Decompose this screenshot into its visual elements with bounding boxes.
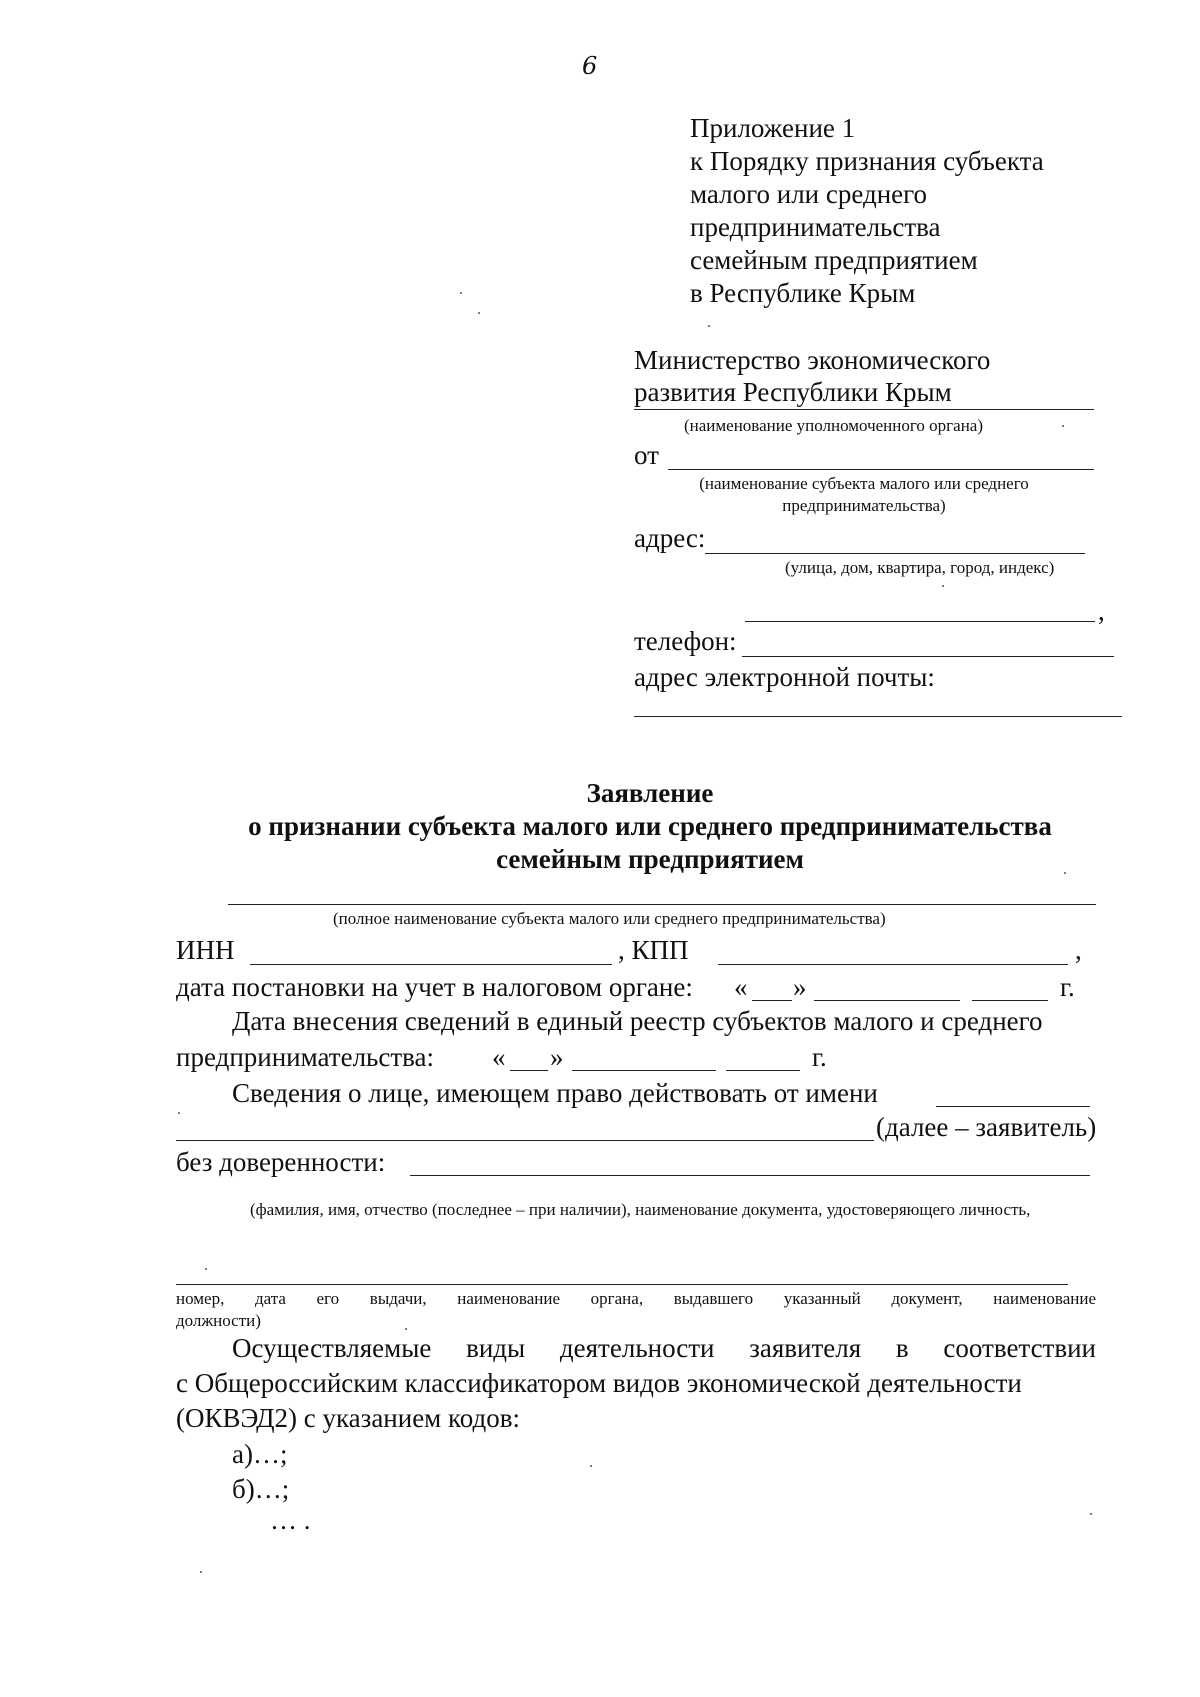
- document-caption-line1: номер, дата его выдачи, наименование органа, выдавшего указанный документ, наименование: [176, 1289, 1096, 1308]
- address-field-2[interactable]: [745, 621, 1095, 622]
- document-caption-line2: должности): [176, 1311, 261, 1330]
- appendix-line: малого или среднего: [690, 179, 928, 209]
- appendix-line: Приложение 1: [690, 113, 856, 143]
- document-title: Заявление: [586, 778, 714, 808]
- activities-line1: Осуществляемые виды деятельности заявителя в соответствии: [232, 1333, 1096, 1363]
- scan-speck: [178, 1112, 180, 1114]
- registry-line1: Дата внесения сведений в единый реестр субъектов малого и среднего: [232, 1006, 1043, 1036]
- registry-quote-close: »: [550, 1042, 564, 1072]
- address-label: адрес:: [634, 523, 706, 553]
- activity-item-b: б)…;: [232, 1474, 290, 1504]
- organ-name-line1: Министерство экономического: [634, 345, 991, 375]
- fullname-caption: (полное наименование субъекта малого или среднего предпринимательства): [333, 909, 886, 928]
- no-proxy-label: без доверенности:: [176, 1147, 386, 1177]
- organ-underline: [634, 409, 1094, 410]
- registry-year-suffix: г.: [812, 1042, 827, 1072]
- appendix-block: [690, 112, 1044, 310]
- scan-speck: [405, 1328, 407, 1330]
- phone-field[interactable]: [742, 656, 1114, 657]
- scan-speck: [1062, 425, 1064, 427]
- appendix-line: к Порядку признания субъекта: [690, 146, 1044, 176]
- kpp-label: , КПП: [618, 935, 689, 965]
- tax-date-quote-open: «: [734, 972, 748, 1002]
- tax-date-month-field[interactable]: [814, 1000, 960, 1001]
- appendix-line: семейным предприятием: [690, 245, 978, 275]
- from-caption-line1: (наименование субъекта малого или среднего: [699, 474, 1029, 493]
- inn-label: ИНН: [176, 935, 235, 965]
- scan-speck: [1064, 872, 1066, 874]
- document-subtitle-line2: семейным предприятием: [496, 844, 804, 874]
- scan-speck: [460, 292, 462, 294]
- address-caption: (улица, дом, квартира, город, индекс): [785, 558, 1055, 577]
- tax-date-year-suffix: г.: [1060, 972, 1075, 1002]
- email-field[interactable]: [634, 716, 1122, 717]
- applicant-suffix: (далее – заявитель): [876, 1112, 1097, 1142]
- appendix-line: предпринимательства: [690, 212, 941, 242]
- tax-date-quote-close: »: [793, 972, 807, 1002]
- document-field[interactable]: [176, 1284, 1068, 1285]
- scan-speck: [708, 325, 710, 327]
- person-entity-field-2[interactable]: [176, 1140, 874, 1141]
- kpp-field[interactable]: [718, 964, 1068, 965]
- email-label: адрес электронной почты:: [634, 662, 935, 692]
- registry-month-field[interactable]: [572, 1070, 716, 1071]
- page-number: 6: [582, 52, 598, 80]
- scan-speck: [205, 1268, 207, 1270]
- activities-line3: (ОКВЭД2) с указанием кодов:: [176, 1403, 520, 1433]
- no-proxy-field[interactable]: [410, 1175, 1090, 1176]
- kpp-comma: ,: [1075, 935, 1082, 965]
- inn-field[interactable]: [250, 964, 612, 965]
- address-field[interactable]: [705, 553, 1085, 554]
- activity-item-a: а)…;: [232, 1439, 288, 1469]
- registry-day-field[interactable]: [510, 1070, 548, 1071]
- activity-ellipsis: … .: [270, 1505, 311, 1535]
- tax-date-label: дата постановки на учет в налоговом органе:: [176, 972, 693, 1002]
- appendix-line: в Республике Крым: [690, 278, 916, 308]
- registry-line2: предпринимательства:: [176, 1042, 435, 1072]
- from-field[interactable]: [668, 469, 1094, 470]
- person-caption: (фамилия, имя, отчество (последнее – при наличии), наименование документа, удостоверяющего личность,: [250, 1200, 1031, 1219]
- document-subtitle-line1: о признании субъекта малого или среднего предпринимательства: [248, 811, 1052, 841]
- from-caption-line2: предпринимательства): [782, 496, 946, 515]
- registry-quote-open: «: [492, 1042, 506, 1072]
- registry-year-field[interactable]: [726, 1070, 800, 1071]
- fullname-field[interactable]: [228, 904, 1096, 905]
- phone-label: телефон:: [634, 626, 737, 656]
- scan-speck: [590, 1465, 592, 1467]
- organ-caption: (наименование уполномоченного органа): [684, 416, 984, 435]
- person-line: Сведения о лице, имеющем право действовать от имени: [232, 1078, 878, 1108]
- person-entity-field[interactable]: [936, 1106, 1090, 1107]
- scan-speck: [1090, 1513, 1092, 1515]
- address-comma: ,: [1098, 596, 1105, 626]
- activities-line2: с Общероссийским классификатором видов экономической деятельности: [176, 1368, 1022, 1398]
- organ-name-line2: развития Республики Крым: [634, 377, 952, 407]
- from-label: от: [634, 440, 659, 470]
- scan-speck: [478, 312, 480, 314]
- scan-speck: [200, 1571, 202, 1573]
- tax-date-day-field[interactable]: [752, 1000, 792, 1001]
- scan-speck: [942, 585, 944, 587]
- tax-date-year-field[interactable]: [972, 1000, 1048, 1001]
